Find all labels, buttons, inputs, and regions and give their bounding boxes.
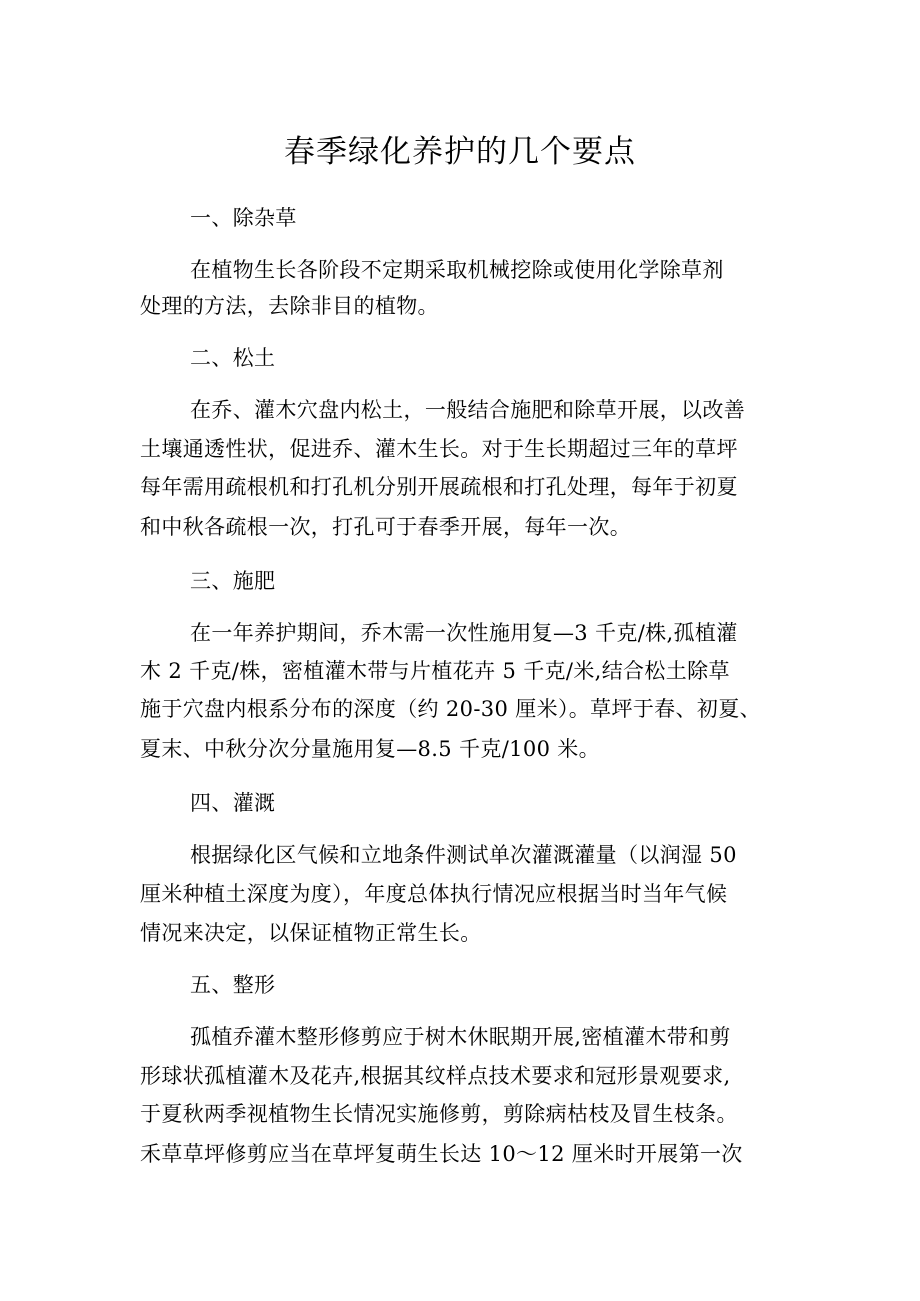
paragraph-line: 土壤通透性状，促进乔、灌木生长。对于生长期超过三年的草坪 <box>140 437 738 461</box>
paragraph-line: 在乔、灌木穴盘内松土，一般结合施肥和除草开展，以改善 <box>190 398 746 422</box>
paragraph-line: 夏末、中秋分次分量施用复—8.5 千克/100 米。 <box>140 737 601 761</box>
paragraph-line: 处理的方法，去除非目的植物。 <box>140 294 439 318</box>
section-heading: 一、除杂草 <box>190 206 297 230</box>
section-heading: 三、施肥 <box>190 569 276 593</box>
paragraph-line: 每年需用疏根机和打孔机分别开展疏根和打孔处理，每年于初夏 <box>140 475 738 499</box>
document-title: 春季绿化养护的几个要点 <box>284 134 636 170</box>
paragraph-line: 木 2 千克/株，密植灌木带与片植花卉 5 千克/米,结合松土除草 <box>140 659 730 683</box>
paragraph-line: 在植物生长各阶段不定期采取机械挖除或使用化学除草剂 <box>190 258 724 282</box>
paragraph-line: 孤植乔灌木整形修剪应于树木休眠期开展,密植灌木带和剪 <box>190 1025 731 1049</box>
section-heading: 五、整形 <box>190 973 276 997</box>
paragraph-line: 厘米种植土深度为度），年度总体执行情况应根据当时当年气候 <box>140 882 728 906</box>
paragraph-line: 和中秋各疏根一次，打孔可于春季开展，每年一次。 <box>140 515 632 539</box>
paragraph-line: 施于穴盘内根系分布的深度（约 20-30 厘米）。草坪于春、初夏、 <box>140 697 761 721</box>
paragraph-line: 形球状孤植灌木及花卉,根据其纹样点技术要求和冠形景观要求, <box>140 1064 731 1088</box>
paragraph-line: 情况来决定，以保证植物正常生长。 <box>140 921 482 945</box>
paragraph-line: 根据绿化区气候和立地条件测试单次灌溉灌量（以润湿 50 <box>190 843 737 867</box>
paragraph-line: 于夏秋两季视植物生长情况实施修剪，剪除病枯枝及冒生枝条。 <box>140 1102 738 1126</box>
section-heading: 二、松土 <box>190 346 276 370</box>
section-heading: 四、灌溉 <box>190 791 276 815</box>
paragraph-line: 在一年养护期间，乔木需一次性施用复—3 千克/株,孤植灌 <box>190 621 738 645</box>
paragraph-line: 禾草草坪修剪应当在草坪复萌生长达 10～12 厘米时开展第一次 <box>140 1142 743 1166</box>
